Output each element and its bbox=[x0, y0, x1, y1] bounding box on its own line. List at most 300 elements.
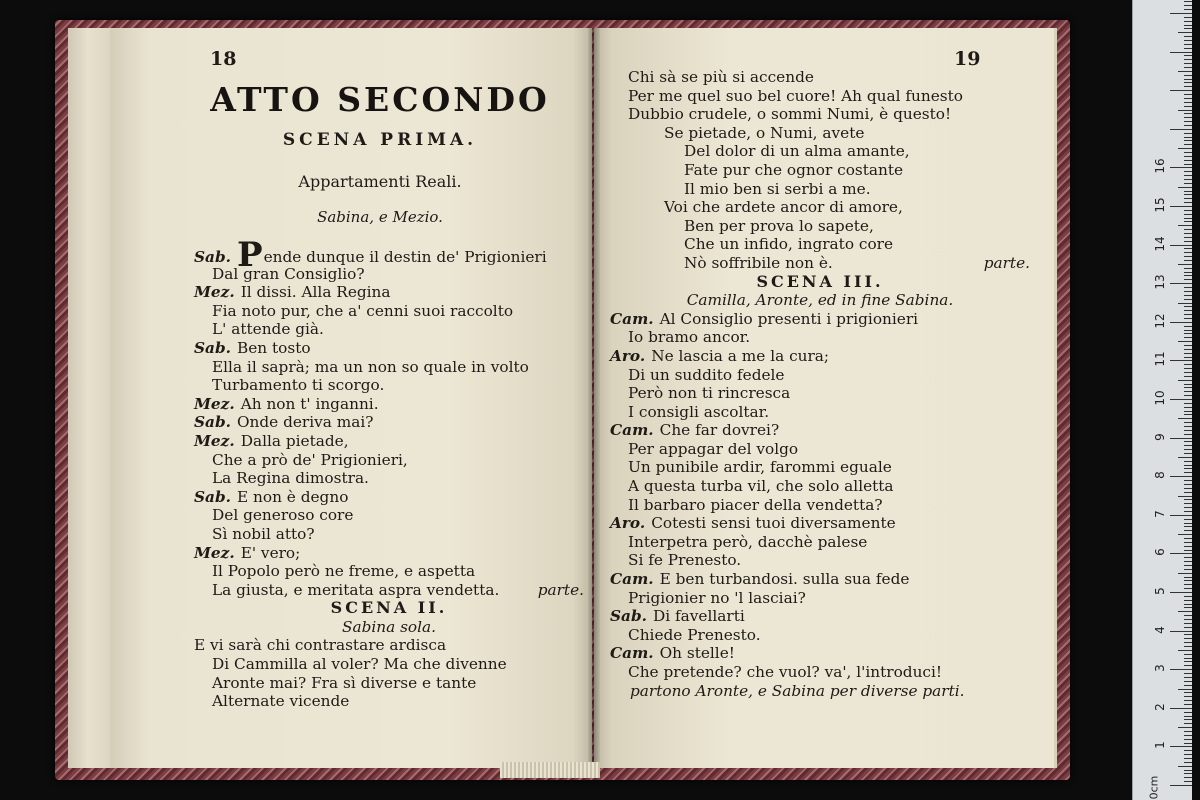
ruler-tick bbox=[1184, 770, 1192, 771]
ruler-tick bbox=[1184, 144, 1192, 145]
ruler-tick bbox=[1184, 295, 1192, 296]
ruler-tick bbox=[1184, 164, 1192, 165]
ruler-tick bbox=[1184, 345, 1192, 346]
right-verse-lines bbox=[610, 68, 1030, 700]
ruler-tick bbox=[1178, 534, 1192, 535]
verse-line bbox=[194, 488, 584, 507]
measurement-ruler bbox=[1132, 0, 1192, 800]
ruler-tick bbox=[1184, 704, 1192, 705]
ruler-tick bbox=[1184, 21, 1192, 22]
ruler-tick bbox=[1184, 773, 1192, 774]
verse-line bbox=[610, 458, 1030, 477]
ruler-tick bbox=[1170, 399, 1192, 400]
ruler-tick bbox=[1184, 59, 1192, 60]
ruler-tick bbox=[1184, 673, 1192, 674]
ruler-tick bbox=[1184, 5, 1192, 6]
ruler-tick bbox=[1184, 503, 1192, 504]
ruler-tick bbox=[1184, 17, 1192, 18]
ruler-tick bbox=[1184, 1, 1192, 2]
ruler-tick bbox=[1184, 461, 1192, 462]
ruler-tick bbox=[1184, 233, 1192, 234]
ruler-tick bbox=[1184, 588, 1192, 589]
ruler-tick bbox=[1170, 283, 1192, 284]
ruler-tick bbox=[1184, 337, 1192, 338]
ruler-tick bbox=[1170, 708, 1192, 709]
ruler-tick bbox=[1184, 353, 1192, 354]
verse-line bbox=[194, 302, 584, 321]
ruler-cm-label: 8 bbox=[1153, 471, 1167, 480]
ruler-tick bbox=[1184, 519, 1192, 520]
ruler-tick bbox=[1184, 137, 1192, 138]
ruler-tick bbox=[1184, 79, 1192, 80]
page-number-left: 18 bbox=[210, 48, 237, 70]
ruler-tick bbox=[1184, 754, 1192, 755]
ruler-cm-label: 12 bbox=[1153, 313, 1167, 329]
verse-text: Che un infido, ingrato core bbox=[684, 235, 894, 254]
ruler-cm-label: 3 bbox=[1153, 664, 1167, 673]
verse-line bbox=[194, 339, 584, 358]
ruler-tick bbox=[1184, 762, 1192, 763]
ruler-tick bbox=[1184, 488, 1192, 489]
ruler-tick bbox=[1184, 357, 1192, 358]
ruler-tick bbox=[1184, 596, 1192, 597]
verse-line bbox=[610, 328, 1030, 347]
ruler-tick bbox=[1184, 86, 1192, 87]
verse-text: Al Consiglio presenti i prigionieri bbox=[659, 309, 919, 328]
ruler-tick bbox=[1184, 368, 1192, 369]
ruler-tick bbox=[1184, 743, 1192, 744]
verse-line bbox=[194, 506, 584, 525]
ruler-tick bbox=[1184, 735, 1192, 736]
verse-text: ende dunque il destin de' Prigionieri bbox=[263, 248, 547, 266]
ruler-tick bbox=[1184, 777, 1192, 778]
verse-line bbox=[194, 525, 584, 544]
ruler-tick bbox=[1184, 291, 1192, 292]
verse-text: Ella il saprà; ma un non so quale in volto bbox=[212, 357, 529, 376]
ruler-tick bbox=[1170, 553, 1192, 554]
speaker-label: Sab. bbox=[194, 413, 231, 432]
ruler-tick bbox=[1184, 511, 1192, 512]
ruler-unit-label: 0cm bbox=[1147, 775, 1161, 800]
ruler-tick bbox=[1184, 28, 1192, 29]
verse-text: E vi sarà chi contrastare ardisca bbox=[194, 636, 447, 655]
ruler-tick bbox=[1170, 476, 1192, 477]
ruler-tick bbox=[1178, 264, 1192, 265]
verse-line bbox=[194, 451, 584, 470]
ruler-tick bbox=[1178, 187, 1192, 188]
ruler-cm-label: 4 bbox=[1153, 625, 1167, 634]
ruler-tick bbox=[1170, 322, 1192, 323]
verse-text: Dubbio crudele, o sommi Numi, è questo! bbox=[628, 105, 952, 124]
verse-text: Di un suddito fedele bbox=[628, 365, 785, 384]
ruler-tick bbox=[1184, 82, 1192, 83]
ruler-tick bbox=[1184, 364, 1192, 365]
verse-line bbox=[610, 68, 1030, 87]
ruler-tick bbox=[1184, 411, 1192, 412]
verse-text: Che far dovrei? bbox=[659, 421, 780, 440]
ruler-tick bbox=[1170, 438, 1192, 439]
verse-line bbox=[610, 87, 1030, 106]
ruler-tick bbox=[1184, 314, 1192, 315]
verse-line bbox=[194, 320, 584, 339]
verse-line bbox=[610, 384, 1030, 403]
ruler-tick bbox=[1170, 515, 1192, 516]
ruler-tick bbox=[1178, 341, 1192, 342]
ruler-tick bbox=[1178, 148, 1192, 149]
ruler-tick bbox=[1184, 272, 1192, 273]
verse-line bbox=[194, 562, 584, 581]
ruler-tick bbox=[1184, 48, 1192, 49]
ruler-tick bbox=[1170, 52, 1192, 53]
verse-text: Nò soffribile non è. bbox=[684, 253, 833, 272]
ruler-tick bbox=[1184, 25, 1192, 26]
ruler-cm-label: 16 bbox=[1153, 158, 1167, 175]
ruler-tick bbox=[1184, 349, 1192, 350]
ruler-tick bbox=[1184, 758, 1192, 759]
ruler-tick bbox=[1184, 133, 1192, 134]
verse-line bbox=[194, 265, 584, 284]
ruler-cm-label: 2 bbox=[1153, 702, 1167, 711]
verse-text: Del generoso core bbox=[212, 506, 354, 525]
verse-text: Chiede Prenesto. bbox=[628, 625, 761, 644]
ruler-tick bbox=[1184, 156, 1192, 157]
ruler-tick bbox=[1184, 44, 1192, 45]
drop-cap: P bbox=[236, 235, 263, 275]
ruler-tick bbox=[1184, 723, 1192, 724]
ruler-tick bbox=[1184, 387, 1192, 388]
ruler-tick bbox=[1184, 194, 1192, 195]
scene-cast: Sabina sola. bbox=[341, 617, 437, 636]
verse-line bbox=[610, 607, 1030, 626]
ruler-tick bbox=[1184, 430, 1192, 431]
verse-text: Il dissi. Alla Regina bbox=[240, 283, 391, 302]
ruler-tick bbox=[1184, 117, 1192, 118]
ruler-tick bbox=[1184, 453, 1192, 454]
ruler-tick bbox=[1178, 689, 1192, 690]
verse-line bbox=[610, 161, 1030, 180]
ruler-tick bbox=[1184, 395, 1192, 396]
ruler-tick bbox=[1178, 71, 1192, 72]
verse-text: Che a prò de' Prigionieri, bbox=[212, 450, 408, 469]
verse-line bbox=[610, 570, 1030, 589]
ruler-cm-label: 9 bbox=[1153, 432, 1167, 441]
ruler-tick bbox=[1184, 468, 1192, 469]
ruler-cm-label: 10 bbox=[1153, 390, 1167, 406]
ruler-tick bbox=[1184, 584, 1192, 585]
ruler-tick bbox=[1170, 206, 1192, 207]
ruler-tick bbox=[1184, 218, 1192, 219]
verse-line bbox=[194, 655, 584, 674]
verse-text: Il barbaro piacer della vendetta? bbox=[628, 495, 883, 514]
ruler-tick bbox=[1178, 573, 1192, 574]
ruler-tick bbox=[1184, 202, 1192, 203]
verse-text: Per appagar del volgo bbox=[628, 439, 799, 458]
ruler-tick bbox=[1184, 692, 1192, 693]
ruler-tick bbox=[1184, 260, 1192, 261]
verse-text: Io bramo ancor. bbox=[628, 328, 751, 347]
ruler-tick bbox=[1184, 318, 1192, 319]
verse-text: Prigionier no 'l lasciai? bbox=[628, 588, 806, 607]
ruler-tick bbox=[1184, 441, 1192, 442]
ruler-tick bbox=[1184, 530, 1192, 531]
verse-text: Aronte mai? Fra sì diverse e tante bbox=[212, 673, 477, 692]
ruler-tick bbox=[1178, 650, 1192, 651]
ruler-cm-label: 1 bbox=[1153, 741, 1167, 750]
ruler-tick bbox=[1184, 600, 1192, 601]
ruler-tick bbox=[1184, 696, 1192, 697]
ruler-tick bbox=[1184, 391, 1192, 392]
verse-line bbox=[610, 347, 1030, 366]
headband bbox=[500, 762, 600, 778]
ruler-tick bbox=[1178, 496, 1192, 497]
verse-text: La giusta, e meritata aspra vendetta. bbox=[212, 580, 500, 599]
ruler-tick bbox=[1184, 712, 1192, 713]
speaker-label: Mez. bbox=[194, 543, 235, 562]
ruler-tick bbox=[1184, 445, 1192, 446]
verse-text: Però non ti rincresca bbox=[628, 384, 791, 403]
left-verse-lines bbox=[194, 235, 584, 711]
ruler-cm-label: 15 bbox=[1153, 197, 1167, 213]
verse-line bbox=[610, 235, 1030, 254]
ruler-tick bbox=[1184, 607, 1192, 608]
ruler-tick bbox=[1184, 275, 1192, 276]
ruler-tick bbox=[1184, 376, 1192, 377]
ruler-tick bbox=[1184, 619, 1192, 620]
ruler-tick bbox=[1184, 465, 1192, 466]
ruler-tick bbox=[1184, 171, 1192, 172]
verse-text: Il Popolo però ne freme, e aspetta bbox=[212, 562, 476, 581]
right-page bbox=[594, 28, 1054, 768]
verse-line bbox=[194, 674, 584, 693]
ruler-tick bbox=[1184, 279, 1192, 280]
speaker-label: Aro. bbox=[610, 514, 646, 533]
ruler-tick bbox=[1184, 106, 1192, 107]
verse-text: Alternate vicende bbox=[212, 692, 350, 711]
ruler-tick bbox=[1178, 225, 1192, 226]
verse-line bbox=[194, 469, 584, 488]
ruler-tick bbox=[1184, 526, 1192, 527]
ruler-tick bbox=[1184, 507, 1192, 508]
speaker-label: Aro. bbox=[610, 346, 646, 365]
ruler-tick bbox=[1184, 268, 1192, 269]
verse-line bbox=[610, 496, 1030, 515]
verse-line bbox=[610, 124, 1030, 143]
ruler-tick bbox=[1178, 380, 1192, 381]
speaker-label: Mez. bbox=[194, 431, 235, 450]
verse-line bbox=[610, 421, 1030, 440]
verse-line bbox=[610, 533, 1030, 552]
speaker-label: Mez. bbox=[194, 394, 235, 413]
ruler-tick bbox=[1184, 642, 1192, 643]
verse-text: Onde deriva mai? bbox=[236, 413, 374, 432]
ruler-tick bbox=[1184, 661, 1192, 662]
ruler-tick bbox=[1184, 55, 1192, 56]
ruler-tick bbox=[1184, 716, 1192, 717]
ruler-tick bbox=[1184, 98, 1192, 99]
verse-line bbox=[610, 142, 1030, 161]
ruler-tick bbox=[1178, 110, 1192, 111]
ruler-tick bbox=[1170, 245, 1192, 246]
ruler-tick bbox=[1184, 426, 1192, 427]
verse-line bbox=[194, 413, 584, 432]
ruler-tick bbox=[1170, 13, 1192, 14]
ruler-tick bbox=[1178, 457, 1192, 458]
ruler-tick bbox=[1184, 183, 1192, 184]
ruler-cm-label: 7 bbox=[1153, 509, 1167, 518]
ruler-tick bbox=[1178, 303, 1192, 304]
ruler-tick bbox=[1184, 414, 1192, 415]
ruler-tick bbox=[1178, 418, 1192, 419]
ruler-tick bbox=[1184, 256, 1192, 257]
ruler-cm-label: 6 bbox=[1153, 548, 1167, 557]
verse-text: E' vero; bbox=[240, 543, 301, 562]
verse-line bbox=[610, 514, 1030, 533]
ruler-tick bbox=[1170, 90, 1192, 91]
ruler-tick bbox=[1184, 781, 1192, 782]
ruler-tick bbox=[1184, 546, 1192, 547]
verse-text: Dal gran Consiglio? bbox=[212, 264, 365, 283]
verse-text: Ah non t' inganni. bbox=[240, 394, 379, 413]
verse-text: Turbamento ti scorgo. bbox=[212, 376, 385, 395]
verse-text: E ben turbandosi. sulla sua fede bbox=[659, 570, 910, 589]
verse-line bbox=[610, 477, 1030, 496]
ruler-tick bbox=[1184, 237, 1192, 238]
speaker-label: Cam. bbox=[610, 644, 654, 663]
ruler-tick bbox=[1184, 140, 1192, 141]
verse-text: Dalla pietade, bbox=[240, 431, 349, 450]
verse-line bbox=[610, 180, 1030, 199]
verse-text: Di Cammilla al voler? Ma che divenne bbox=[212, 655, 507, 674]
ruler-tick bbox=[1184, 191, 1192, 192]
ruler-tick bbox=[1184, 480, 1192, 481]
ruler-tick bbox=[1184, 538, 1192, 539]
verse-text: Di favellarti bbox=[652, 607, 745, 626]
ruler-tick bbox=[1184, 658, 1192, 659]
ruler-tick bbox=[1184, 75, 1192, 76]
verse-text: A questa turba vil, che solo alletta bbox=[628, 477, 894, 496]
ruler-tick bbox=[1184, 214, 1192, 215]
ruler-tick bbox=[1184, 306, 1192, 307]
ruler-tick bbox=[1178, 32, 1192, 33]
ruler-tick bbox=[1170, 360, 1192, 361]
ruler-tick bbox=[1184, 627, 1192, 628]
verse-text: L' attende già. bbox=[212, 320, 324, 339]
ruler-tick bbox=[1184, 750, 1192, 751]
verse-line bbox=[194, 395, 584, 414]
ruler-tick bbox=[1184, 739, 1192, 740]
verse-line bbox=[194, 636, 584, 655]
verse-line bbox=[610, 663, 1030, 682]
verse-line bbox=[194, 358, 584, 377]
ruler-tick bbox=[1170, 129, 1192, 130]
page-number-right: 19 bbox=[954, 48, 981, 70]
ruler-tick bbox=[1184, 160, 1192, 161]
verse-text: Se pietade, o Numi, avete bbox=[664, 123, 865, 142]
left-page bbox=[110, 28, 592, 768]
verse-text: E non è degno bbox=[236, 487, 349, 506]
ruler-tick bbox=[1184, 9, 1192, 10]
ruler-tick bbox=[1178, 766, 1192, 767]
verse-line bbox=[610, 403, 1030, 422]
verse-line bbox=[610, 551, 1030, 570]
ruler-cm-label: 5 bbox=[1153, 587, 1167, 595]
ruler-tick bbox=[1184, 121, 1192, 122]
ruler-tick bbox=[1184, 677, 1192, 678]
verse-text: Sì nobil atto? bbox=[212, 524, 315, 543]
ruler-tick bbox=[1170, 785, 1192, 786]
verse-line bbox=[194, 544, 584, 563]
ruler-tick bbox=[1170, 592, 1192, 593]
ruler-tick bbox=[1184, 681, 1192, 682]
ruler-tick bbox=[1184, 210, 1192, 211]
speaker-label: Sab. bbox=[194, 338, 231, 357]
ruler-tick bbox=[1184, 40, 1192, 41]
ruler-tick bbox=[1184, 665, 1192, 666]
ruler-tick bbox=[1184, 499, 1192, 500]
ruler-cm-label: 13 bbox=[1153, 274, 1167, 290]
ruler-tick bbox=[1184, 407, 1192, 408]
ruler-tick bbox=[1184, 310, 1192, 311]
ruler-cm-label: 14 bbox=[1153, 235, 1167, 252]
ruler-tick bbox=[1184, 472, 1192, 473]
verse-text: Interpetra però, dacchè palese bbox=[628, 532, 868, 551]
ruler-tick bbox=[1184, 175, 1192, 176]
stage-direction: partono Aronte, e Sabina per diverse parti. bbox=[630, 681, 965, 700]
scene-place: Appartamenti Reali. bbox=[298, 172, 462, 191]
ruler-tick bbox=[1184, 221, 1192, 222]
ruler-tick bbox=[1184, 623, 1192, 624]
verse-text: Ben per prova lo sapete, bbox=[684, 216, 874, 235]
ruler-tick bbox=[1184, 449, 1192, 450]
ruler-tick bbox=[1184, 569, 1192, 570]
ruler-tick bbox=[1184, 384, 1192, 385]
verse-line bbox=[194, 283, 584, 302]
ruler-tick bbox=[1184, 333, 1192, 334]
ruler-tick bbox=[1184, 422, 1192, 423]
ruler-tick bbox=[1184, 198, 1192, 199]
ruler-tick bbox=[1184, 557, 1192, 558]
ruler-tick bbox=[1184, 248, 1192, 249]
ruler-tick bbox=[1178, 611, 1192, 612]
verse-text: Oh stelle! bbox=[659, 644, 735, 663]
verse-line bbox=[610, 198, 1030, 217]
verse-text: Del dolor di un alma amante, bbox=[684, 142, 910, 161]
verse-line bbox=[610, 440, 1030, 459]
ruler-tick bbox=[1178, 727, 1192, 728]
verse-text: Per me quel suo bel cuore! Ah qual funesto bbox=[628, 86, 963, 105]
speaker-label: Cam. bbox=[610, 570, 654, 589]
verse-line bbox=[194, 376, 584, 395]
verse-line bbox=[610, 644, 1030, 663]
verse-line bbox=[610, 217, 1030, 236]
verse-text: Voi che ardete ancor di amore, bbox=[664, 198, 903, 217]
scene-title: SCENA PRIMA. bbox=[282, 130, 478, 150]
scene-heading: SCENA III. bbox=[756, 271, 884, 291]
speaker-label: Mez. bbox=[194, 283, 235, 302]
ruler-tick bbox=[1184, 94, 1192, 95]
ruler-tick bbox=[1184, 565, 1192, 566]
ruler-tick bbox=[1184, 63, 1192, 64]
ruler-tick bbox=[1184, 67, 1192, 68]
ruler-tick bbox=[1184, 561, 1192, 562]
verse-line bbox=[194, 432, 584, 451]
ruler-tick bbox=[1184, 604, 1192, 605]
ruler-tick bbox=[1184, 492, 1192, 493]
ruler-tick bbox=[1184, 700, 1192, 701]
scene-heading: SCENA II. bbox=[330, 598, 448, 618]
stage-exit: parte. bbox=[537, 580, 584, 599]
ruler-tick bbox=[1184, 731, 1192, 732]
